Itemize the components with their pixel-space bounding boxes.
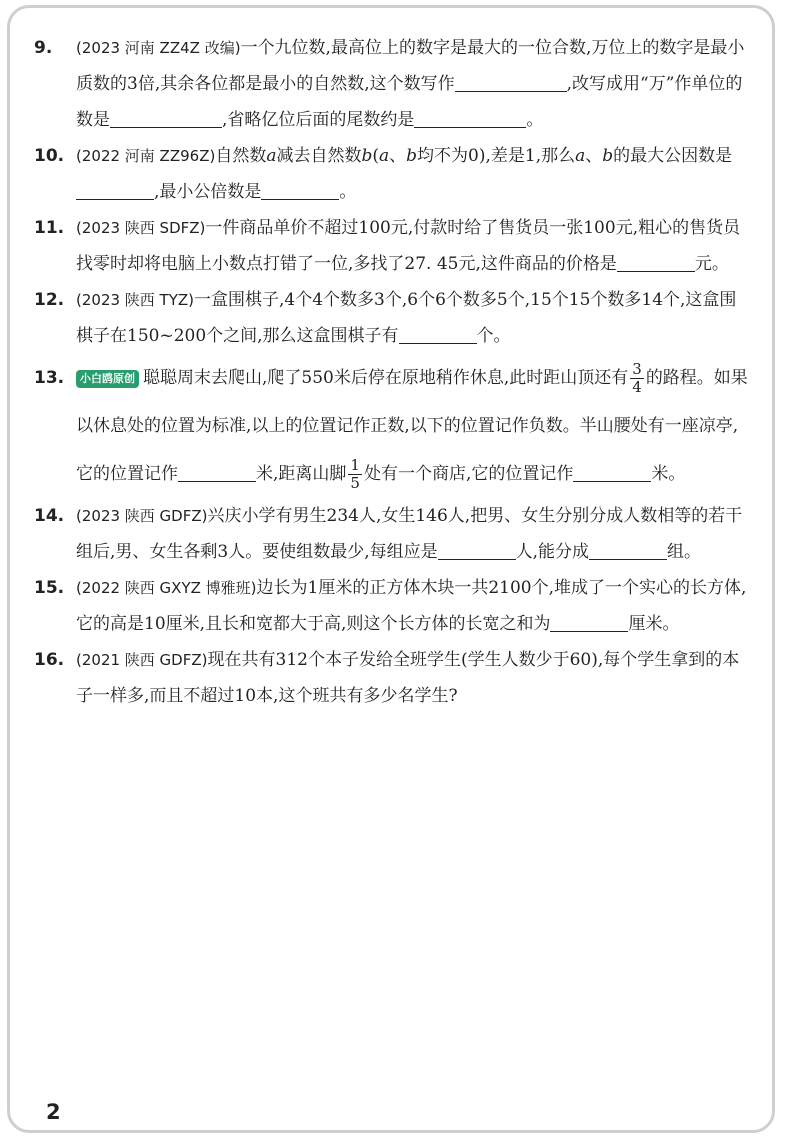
question-text: 的最大公因数是 [613,146,733,166]
answer-blank[interactable] [573,463,651,482]
question-13 [34,354,750,498]
question-text: 米。 [651,464,686,484]
question-number: 14. [34,506,65,526]
fraction-numerator: 1 [350,456,360,474]
answer-blank[interactable] [399,325,477,344]
question-text: 均不为0),差是1,那么 [417,146,576,166]
question-text: 边长为1厘米的正方体木块一共2100个,堆成了一个实心的长方体,它的高是10厘米,且长和宽都大于高,则这个长方体的长宽之和为 [76,578,747,634]
answer-blank[interactable] [438,541,516,560]
question-source: (2023 陕西 GDFZ) [76,507,208,525]
answer-blank[interactable] [589,541,667,560]
question-text: ( [372,146,380,166]
answer-blank[interactable] [414,109,526,128]
fraction [630,361,644,396]
question-text: 人,能分成 [515,542,590,562]
question-text: 减去自然数 [276,146,362,166]
question-text: 个。 [476,326,511,346]
question-number: 9. [34,38,53,58]
question-text: ,改写成用“万”作单位的数是 [76,74,743,130]
fraction-numerator: 3 [632,360,642,378]
variable-b: b [406,146,418,166]
question-16 [34,642,750,714]
variable-b: b [602,146,614,166]
answer-blank[interactable] [76,181,154,200]
question-number: 12. [34,290,65,310]
question-source: (2022 河南 ZZ96Z) [76,147,216,165]
variable-a: a [379,146,390,166]
answer-blank[interactable] [617,253,695,272]
fraction [348,457,362,492]
question-source: (2022 陕西 GXYZ 博雅班) [76,579,257,597]
question-text: 一件商品单价不超过100元,付款时给了售货员一张100元,粗心的售货员找零时却将电脑上小数点打错了一位,多找了27. 45元,这件商品的价格是 [76,218,741,274]
variable-a: a [266,146,277,166]
question-text: 、 [585,146,603,166]
question-number: 10. [34,146,65,166]
answer-blank[interactable] [261,181,339,200]
question-text: 。 [526,110,544,130]
question-text: 兴庆小学有男生234人,女生146人,把男、女生分别分成人数相等的若干组后,男、女生各剩3人。要使组数最少,每组应是 [76,506,743,562]
question-list [34,30,750,714]
question-text: ,省略亿位后面的尾数约是 [222,110,415,130]
variable-a: a [575,146,586,166]
fraction-denominator: 4 [632,378,642,396]
question-text: 一个九位数,最高位上的数字是最大的一位合数,万位上的数字是最小质数的3倍,其余各位都是最小的自然数,这个数写作 [76,38,745,94]
question-text: 现在共有312个本子发给全班学生(学生人数少于60),每个学生拿到的本子一样多,而且不超过10本,这个班共有多少名学生? [76,650,740,706]
question-text: 组。 [667,542,702,562]
answer-blank[interactable] [178,463,256,482]
answer-blank[interactable] [455,73,567,92]
question-11 [34,210,750,282]
question-source: (2023 陕西 TYZ) [76,291,195,309]
question-12 [34,282,750,354]
answer-blank[interactable] [110,109,222,128]
original-badge: 小白鸥原创 [76,370,139,388]
question-text: 、 [389,146,407,166]
question-source: (2023 陕西 SDFZ) [76,219,206,237]
question-10 [34,138,750,210]
question-number: 15. [34,578,65,598]
question-text: 厘米。 [628,614,680,634]
page-number: 2 [46,1100,61,1124]
question-text: 元。 [694,254,729,274]
question-source: (2021 陕西 GDFZ) [76,651,208,669]
question-number: 16. [34,650,65,670]
question-text: 聪聪周末去爬山,爬了550米后停在原地稍作休息,此时距山顶还有 [143,368,629,388]
variable-b: b [361,146,373,166]
question-text: 米,距离山脚 [256,464,347,484]
question-source: (2023 河南 ZZ4Z 改编) [76,39,241,57]
question-number: 13. [34,368,65,388]
question-number: 11. [34,218,65,238]
question-text: 处有一个商店,它的位置记作 [363,464,574,484]
fraction-denominator: 5 [350,474,360,492]
question-text: 。 [339,182,357,202]
question-15 [34,570,750,642]
answer-blank[interactable] [550,613,628,632]
question-14 [34,498,750,570]
question-text: ,最小公倍数是 [154,182,262,202]
question-text: 的路程。如果以休息处的位置为标准,以上的位置记作正数,以下的位置记作负数。半山腰处有一座凉亭,它的位置记作 [76,368,748,484]
question-9 [34,30,750,138]
question-text: 一盒围棋子,4个4个数多3个,6个6个数多5个,15个15个数多14个,这盒围棋子在150~200个之间,那么这盒围棋子有 [76,290,737,346]
question-text: 自然数 [215,146,267,166]
